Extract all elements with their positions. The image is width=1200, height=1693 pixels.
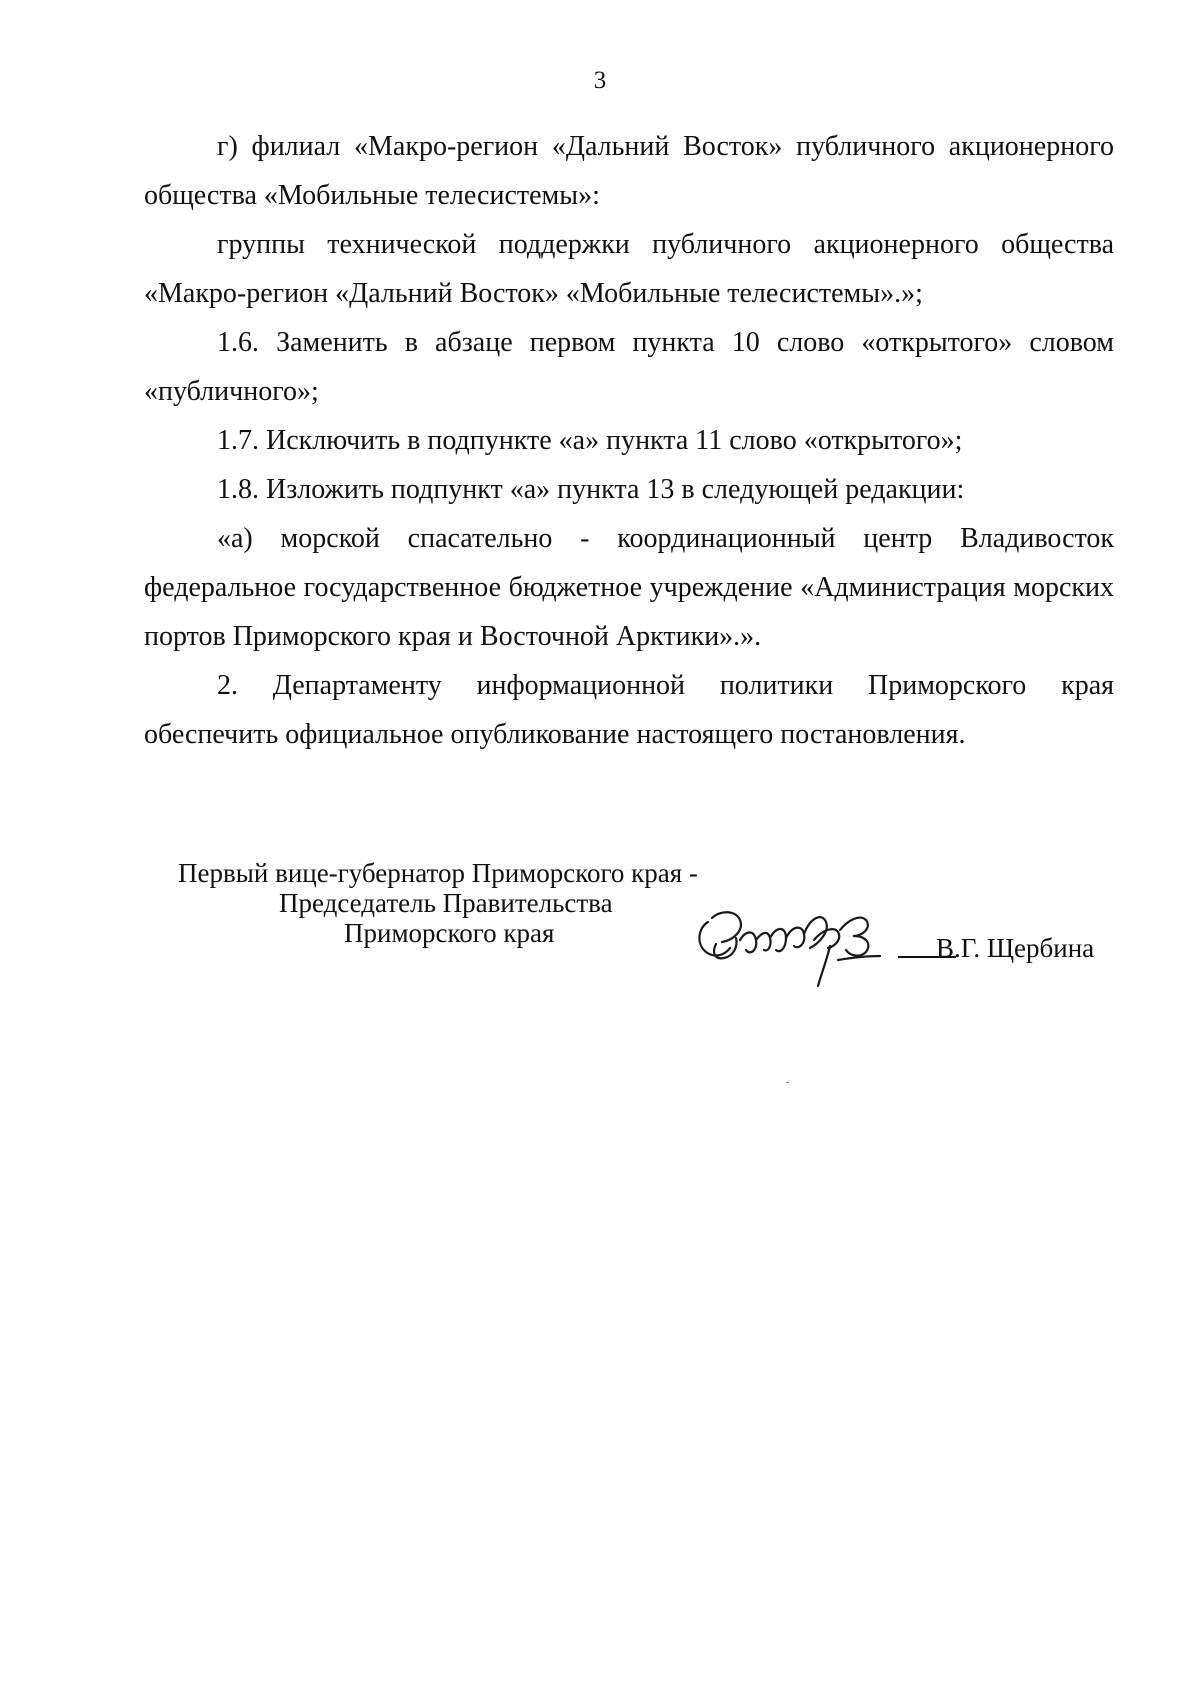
paragraph-item-2: 2. Департаменту информационной политики Приморского края обеспечить официальное опубликование настоящего постановления.: [144, 670, 1114, 750]
paragraph-item-1-7: 1.7. Исключить в подпункте «а» пункта 11 слово «открытого»;: [217, 425, 963, 456]
paragraph-branch: г) филиал «Макро-регион «Дальний Восток» публичного акционерного общества «Мобильные телесистемы»:: [144, 131, 1114, 211]
paragraph-item-1-8: 1.8. Изложить подпункт «а» пункта 13 в следующей редакции:: [217, 474, 965, 505]
signer-name: В.Г. Щербина: [936, 933, 1095, 963]
page-number: 3: [593, 67, 607, 94]
scan-speck: [786, 1082, 789, 1083]
paragraph-support-group: группы технической поддержки публичного акционерного общества «Макро-регион «Дальний Восток» «Мобильные телесистемы».»;: [144, 229, 1114, 309]
paragraph-rescue-center: «а) морской спасательно - координационный центр Владивосток федеральное государственное бюджетное учреждение «Администрация морских портов Приморского края и Восточной Арктики».».: [144, 523, 1114, 652]
signatory-title-line-1: Первый вице-губернатор Приморского края -: [178, 858, 698, 888]
document-body: [144, 122, 1114, 759]
paragraph-item-1-6: 1.6. Заменить в абзаце первом пункта 10 слово «открытого» словом «публичного»;: [144, 327, 1114, 407]
signatory-title: [178, 858, 738, 948]
handwritten-signature: [690, 900, 920, 990]
signatory-title-line-2: Председатель Правительства: [279, 888, 613, 918]
signatory-title-line-3: Приморского края: [344, 918, 555, 948]
